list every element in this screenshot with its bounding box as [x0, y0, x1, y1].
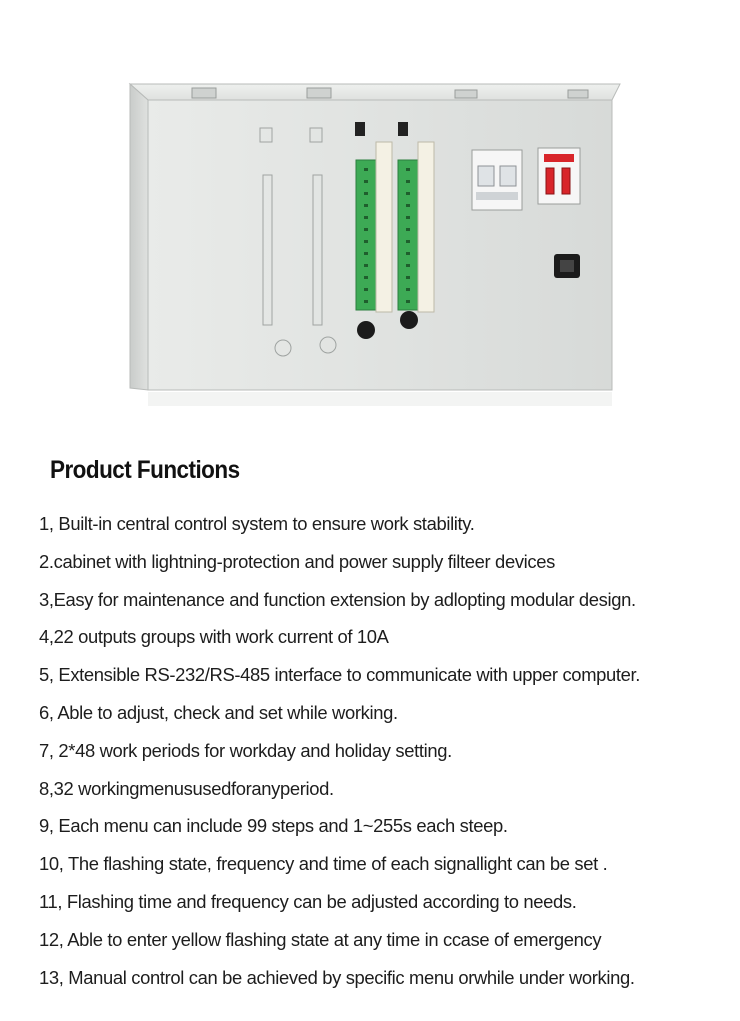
list-item: 11, Flashing time and frequency can be adjusted according to needs. [39, 890, 577, 912]
list-item: 9, Each menu can include 99 steps and 1~255s each steep. [39, 815, 508, 837]
list-item: 13, Manual control can be achieved by specific menu orwhile under working. [39, 966, 635, 988]
list-item: 2.cabinet with lightning-protection and power supply filteer devices [39, 550, 555, 572]
list-item: 5, Extensible RS-232/RS-485 interface to communicate with upper computer. [39, 664, 641, 686]
list-item: 4,22 outputs groups with work current of 10A [39, 626, 389, 648]
list-item: 6, Able to adjust, check and set while working. [39, 701, 398, 723]
cabinet-illustration [100, 70, 640, 415]
list-item: 3,Easy for maintenance and function extension by adlopting modular design. [39, 588, 636, 610]
function-list [39, 505, 734, 996]
list-item: 10, The flashing state, frequency and time of each signallight can be set . [39, 853, 608, 875]
list-item: 12, Able to enter yellow flashing state at any time in ccase of emergency [39, 928, 602, 950]
product-image [100, 70, 640, 415]
list-item: 8,32 workingmenususedforanyperiod. [39, 777, 334, 799]
list-item: 1, Built-in central control system to ensure work stability. [39, 513, 475, 534]
section-heading: Product Functions [50, 456, 240, 484]
list-item: 7, 2*48 work periods for workday and holiday setting. [39, 739, 452, 761]
